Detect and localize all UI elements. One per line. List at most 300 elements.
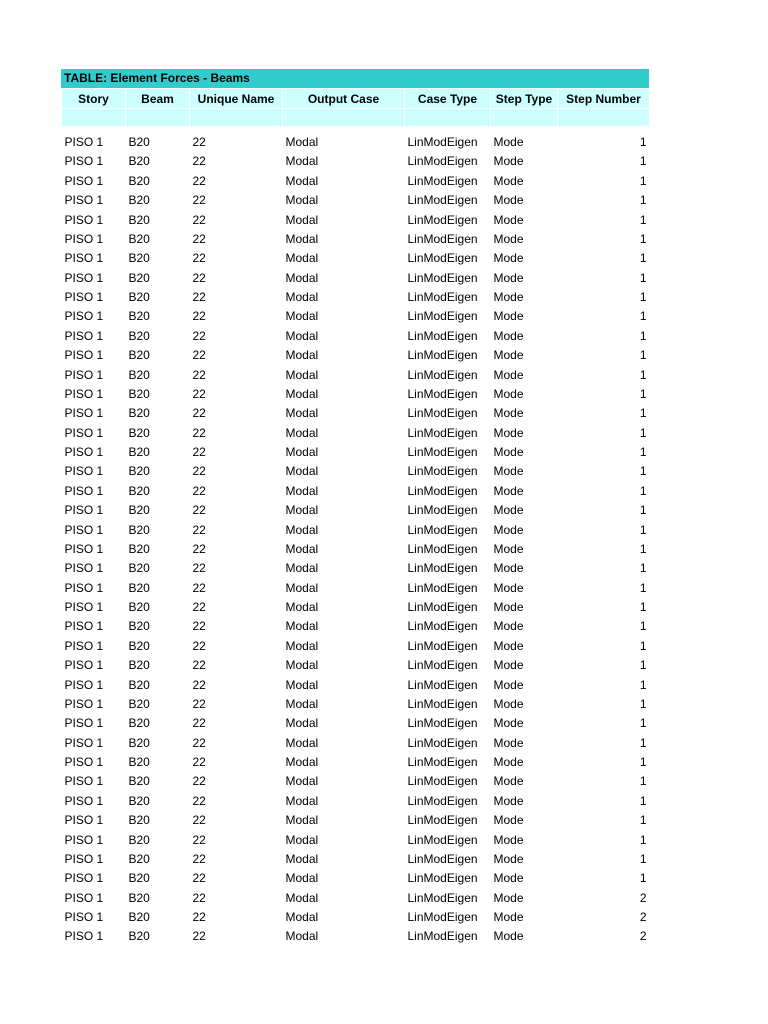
story-cell: PISO 1 [64,871,104,886]
step-type-cell: Mode [493,832,524,847]
story-cell: PISO 1 [64,367,104,382]
unique-name-cell: 22 [192,503,206,518]
output-case-cell: Modal [285,348,319,363]
column-header-step-number: Step Number [558,89,650,109]
table-title: TABLE: Element Forces - Beams [61,69,649,88]
output-case-cell: Modal [285,541,319,556]
case-type-cell: LinModEigen [407,871,478,886]
step-type-cell: Mode [493,677,524,692]
output-case-cell: Modal [285,890,319,905]
beam-cell: B20 [128,929,150,944]
unique-name-cell: 22 [192,619,206,634]
case-type-cell: LinModEigen [407,193,478,208]
output-case-cell: Modal [285,328,319,343]
table-row [62,269,650,288]
step-type-cell: Mode [493,212,524,227]
story-cell: PISO 1 [64,193,104,208]
story-cell: PISO 1 [64,135,104,149]
step-number-cell: 1 [639,464,647,479]
step-type-cell: Mode [493,231,524,246]
case-type-cell: LinModEigen [407,755,478,769]
output-case-cell: Modal [285,638,319,653]
step-type-cell: Mode [493,135,524,149]
unique-name-cell: 22 [192,677,206,692]
story-cell: PISO 1 [64,483,104,498]
story-cell: PISO 1 [64,890,104,905]
step-number-cell: 1 [639,871,647,886]
table-row [62,772,650,791]
case-type-cell: LinModEigen [407,735,478,750]
table-row [62,191,650,210]
beam-cell: B20 [128,832,150,847]
unique-name-cell: 22 [192,793,206,808]
step-number-cell: 1 [639,309,647,324]
unique-name-cell: 22 [192,832,206,847]
step-number-cell: 1 [639,135,647,149]
story-cell: PISO 1 [64,580,104,595]
step-type-cell: Mode [493,386,524,401]
unique-name-cell: 22 [192,251,206,266]
output-case-cell: Modal [285,813,319,828]
output-case-cell: Modal [285,561,319,576]
case-type-cell: LinModEigen [407,541,478,556]
story-cell: PISO 1 [64,910,104,924]
unique-name-cell: 22 [192,154,206,169]
unique-name-cell: 22 [192,813,206,828]
step-number-cell: 1 [639,832,647,847]
case-type-cell: LinModEigen [407,212,478,227]
step-number-cell: 2 [639,890,647,905]
unique-name-cell: 22 [192,541,206,556]
case-type-cell: LinModEigen [407,638,478,653]
table-row [62,598,650,617]
output-case-cell: Modal [285,270,319,285]
unique-name-cell: 22 [192,445,206,459]
story-cell: PISO 1 [64,561,104,576]
step-type-cell: Mode [493,716,524,731]
story-cell: PISO 1 [64,541,104,556]
step-type-cell: Mode [493,425,524,440]
case-type-cell: LinModEigen [407,445,478,459]
story-cell: PISO 1 [64,231,104,246]
step-type-cell: Mode [493,251,524,266]
step-type-cell: Mode [493,619,524,634]
case-type-cell: LinModEigen [407,600,478,614]
table-row [62,579,650,598]
story-cell: PISO 1 [64,425,104,440]
story-cell: PISO 1 [64,290,104,304]
story-cell: PISO 1 [64,638,104,653]
unique-name-cell: 22 [192,212,206,227]
output-case-cell: Modal [285,464,319,479]
beam-cell: B20 [128,541,150,556]
unique-name-cell: 22 [192,890,206,905]
step-type-cell: Mode [493,735,524,750]
unique-name-cell: 22 [192,851,206,866]
unique-name-cell: 22 [192,464,206,479]
step-type-cell: Mode [493,890,524,905]
step-type-cell: Mode [493,483,524,498]
beam-cell: B20 [128,212,150,227]
table-row [62,850,650,869]
unique-name-cell: 22 [192,270,206,285]
output-case-cell: Modal [285,154,319,169]
beam-cell: B20 [128,231,150,246]
output-case-cell: Modal [285,600,319,614]
step-type-cell: Mode [493,173,524,188]
beam-cell: B20 [128,251,150,266]
step-number-cell: 1 [639,386,647,401]
output-case-cell: Modal [285,386,319,401]
case-type-cell: LinModEigen [407,251,478,266]
step-type-cell: Mode [493,290,524,304]
step-number-cell: 1 [639,503,647,518]
case-type-cell: LinModEigen [407,716,478,731]
output-case-cell: Modal [285,677,319,692]
story-cell: PISO 1 [64,251,104,266]
beam-cell: B20 [128,503,150,518]
step-number-cell: 1 [639,212,647,227]
case-type-cell: LinModEigen [407,522,478,537]
step-number-cell: 1 [639,561,647,576]
case-type-cell: LinModEigen [407,890,478,905]
output-case-cell: Modal [285,774,319,789]
unique-name-cell: 22 [192,735,206,750]
story-cell: PISO 1 [64,386,104,401]
step-number-cell: 1 [639,425,647,440]
case-type-cell: LinModEigen [407,135,478,149]
column-header-row [62,89,650,109]
output-case-cell: Modal [285,871,319,886]
story-cell: PISO 1 [64,813,104,828]
output-case-cell: Modal [285,503,319,518]
step-number-cell: 1 [639,638,647,653]
step-number-cell: 1 [639,793,647,808]
unique-name-cell: 22 [192,386,206,401]
beam-cell: B20 [128,328,150,343]
story-cell: PISO 1 [64,735,104,750]
unique-name-cell: 22 [192,328,206,343]
output-case-cell: Modal [285,755,319,769]
output-case-cell: Modal [285,929,319,944]
step-type-cell: Mode [493,600,524,614]
table-row [62,404,650,423]
beam-cell: B20 [128,696,150,711]
step-type-cell: Mode [493,193,524,208]
case-type-cell: LinModEigen [407,386,478,401]
story-cell: PISO 1 [64,406,104,421]
case-type-cell: LinModEigen [407,619,478,634]
case-type-cell: LinModEigen [407,503,478,518]
beam-cell: B20 [128,270,150,285]
step-type-cell: Mode [493,348,524,363]
unique-name-cell: 22 [192,406,206,421]
case-type-cell: LinModEigen [407,309,478,324]
step-type-cell: Mode [493,309,524,324]
case-type-cell: LinModEigen [407,348,478,363]
step-type-cell: Mode [493,445,524,459]
case-type-cell: LinModEigen [407,677,478,692]
step-number-cell: 1 [639,251,647,266]
beam-cell: B20 [128,716,150,731]
table-row [62,211,650,230]
beam-cell: B20 [128,193,150,208]
table-row [62,346,650,365]
step-number-cell: 1 [639,813,647,828]
table-row [62,249,650,268]
table-row [62,482,650,501]
step-type-cell: Mode [493,541,524,556]
column-header-output-case: Output Case [283,89,405,109]
step-number-cell: 1 [639,406,647,421]
table-header [62,89,650,134]
unique-name-cell: 22 [192,483,206,498]
step-type-cell: Mode [493,464,524,479]
units-cell [283,109,405,127]
table-row [62,366,650,385]
column-header-unique-name: Unique Name [190,89,283,109]
output-case-cell: Modal [285,212,319,227]
step-number-cell: 1 [639,367,647,382]
output-case-cell: Modal [285,173,319,188]
beam-cell: B20 [128,677,150,692]
step-type-cell: Mode [493,154,524,169]
story-cell: PISO 1 [64,464,104,479]
step-type-cell: Mode [493,755,524,769]
table-row [62,811,650,830]
step-type-cell: Mode [493,871,524,886]
story-cell: PISO 1 [64,154,104,169]
units-cell [126,109,190,127]
step-number-cell: 1 [639,522,647,537]
beam-cell: B20 [128,483,150,498]
output-case-cell: Modal [285,851,319,866]
step-type-cell: Mode [493,561,524,576]
table-row [62,307,650,326]
unique-name-cell: 22 [192,929,206,944]
table-row [62,869,650,888]
step-number-cell: 1 [639,716,647,731]
beam-cell: B20 [128,386,150,401]
units-cell [190,109,283,127]
step-type-cell: Mode [493,774,524,789]
story-cell: PISO 1 [64,716,104,731]
table-row [62,462,650,481]
step-number-cell: 1 [639,328,647,343]
unique-name-cell: 22 [192,367,206,382]
story-cell: PISO 1 [64,851,104,866]
output-case-cell: Modal [285,658,319,673]
beam-cell: B20 [128,445,150,459]
step-number-cell: 1 [639,600,647,614]
table-row [62,617,650,636]
step-number-cell: 1 [639,619,647,634]
unique-name-cell: 22 [192,193,206,208]
unique-name-cell: 22 [192,871,206,886]
beam-cell: B20 [128,851,150,866]
story-cell: PISO 1 [64,929,104,944]
story-cell: PISO 1 [64,328,104,343]
beam-cell: B20 [128,290,150,304]
case-type-cell: LinModEigen [407,774,478,789]
output-case-cell: Modal [285,193,319,208]
step-type-cell: Mode [493,910,524,924]
unique-name-cell: 22 [192,658,206,673]
step-number-cell: 1 [639,541,647,556]
table-row [62,695,650,714]
beam-cell: B20 [128,135,150,149]
beam-cell: B20 [128,309,150,324]
column-header-beam: Beam [126,89,190,109]
case-type-cell: LinModEigen [407,406,478,421]
step-type-cell: Mode [493,638,524,653]
table-row [62,230,650,249]
step-number-cell: 1 [639,580,647,595]
case-type-cell: LinModEigen [407,696,478,711]
case-type-cell: LinModEigen [407,367,478,382]
units-cell [558,109,650,127]
column-header-step-type: Step Type [491,89,558,109]
step-type-cell: Mode [493,522,524,537]
step-type-cell: Mode [493,813,524,828]
element-forces-sheet [61,69,649,947]
output-case-cell: Modal [285,406,319,421]
step-type-cell: Mode [493,793,524,808]
story-cell: PISO 1 [64,755,104,769]
table-row [62,385,650,404]
table-row [62,521,650,540]
table-row [62,559,650,578]
unique-name-cell: 22 [192,696,206,711]
table-row [62,676,650,695]
step-number-cell: 1 [639,658,647,673]
step-number-cell: 1 [639,677,647,692]
story-cell: PISO 1 [64,522,104,537]
beam-cell: B20 [128,619,150,634]
case-type-cell: LinModEigen [407,910,478,924]
story-cell: PISO 1 [64,696,104,711]
output-case-cell: Modal [285,231,319,246]
case-type-cell: LinModEigen [407,231,478,246]
step-number-cell: 1 [639,696,647,711]
beam-cell: B20 [128,425,150,440]
story-cell: PISO 1 [64,348,104,363]
beam-cell: B20 [128,464,150,479]
case-type-cell: LinModEigen [407,580,478,595]
step-number-cell: 1 [639,774,647,789]
step-type-cell: Mode [493,328,524,343]
step-type-cell: Mode [493,580,524,595]
step-number-cell: 1 [639,231,647,246]
unique-name-cell: 22 [192,231,206,246]
table-row [62,656,650,675]
story-cell: PISO 1 [64,445,104,459]
story-cell: PISO 1 [64,270,104,285]
story-cell: PISO 1 [64,600,104,614]
column-header-case-type: Case Type [405,89,491,109]
table-row [62,152,650,171]
beam-cell: B20 [128,735,150,750]
table-row [62,288,650,307]
unique-name-cell: 22 [192,309,206,324]
beam-cell: B20 [128,348,150,363]
output-case-cell: Modal [285,251,319,266]
case-type-cell: LinModEigen [407,851,478,866]
beam-cell: B20 [128,522,150,537]
unique-name-cell: 22 [192,638,206,653]
element-forces-table [61,88,650,947]
units-cell [405,109,491,127]
units-row [62,109,650,127]
step-number-cell: 1 [639,735,647,750]
unique-name-cell: 22 [192,716,206,731]
story-cell: PISO 1 [64,793,104,808]
step-type-cell: Mode [493,696,524,711]
beam-cell: B20 [128,658,150,673]
case-type-cell: LinModEigen [407,425,478,440]
output-case-cell: Modal [285,445,319,459]
unique-name-cell: 22 [192,600,206,614]
step-type-cell: Mode [493,929,524,944]
beam-cell: B20 [128,561,150,576]
step-number-cell: 1 [639,483,647,498]
unique-name-cell: 22 [192,135,206,149]
step-number-cell: 1 [639,154,647,169]
output-case-cell: Modal [285,425,319,440]
story-cell: PISO 1 [64,212,104,227]
case-type-cell: LinModEigen [407,793,478,808]
case-type-cell: LinModEigen [407,270,478,285]
case-type-cell: LinModEigen [407,832,478,847]
step-number-cell: 1 [639,270,647,285]
story-cell: PISO 1 [64,619,104,634]
unique-name-cell: 22 [192,522,206,537]
case-type-cell: LinModEigen [407,173,478,188]
step-type-cell: Mode [493,367,524,382]
output-case-cell: Modal [285,735,319,750]
table-row [62,927,650,946]
step-type-cell: Mode [493,851,524,866]
unique-name-cell: 22 [192,910,206,924]
table-row [62,443,650,462]
table-row [62,889,650,908]
case-type-cell: LinModEigen [407,483,478,498]
table-row [62,753,650,772]
table-row [62,734,650,753]
table-row [62,133,650,152]
beam-cell: B20 [128,890,150,905]
story-cell: PISO 1 [64,503,104,518]
beam-cell: B20 [128,406,150,421]
column-header-story: Story [62,89,126,109]
output-case-cell: Modal [285,367,319,382]
output-case-cell: Modal [285,135,319,149]
step-type-cell: Mode [493,503,524,518]
units-cell [491,109,558,127]
story-cell: PISO 1 [64,677,104,692]
unique-name-cell: 22 [192,348,206,363]
step-type-cell: Mode [493,406,524,421]
beam-cell: B20 [128,173,150,188]
story-cell: PISO 1 [64,658,104,673]
table-row [62,908,650,927]
beam-cell: B20 [128,793,150,808]
beam-cell: B20 [128,600,150,614]
step-number-cell: 1 [639,193,647,208]
table-row [62,327,650,346]
output-case-cell: Modal [285,619,319,634]
step-number-cell: 1 [639,851,647,866]
